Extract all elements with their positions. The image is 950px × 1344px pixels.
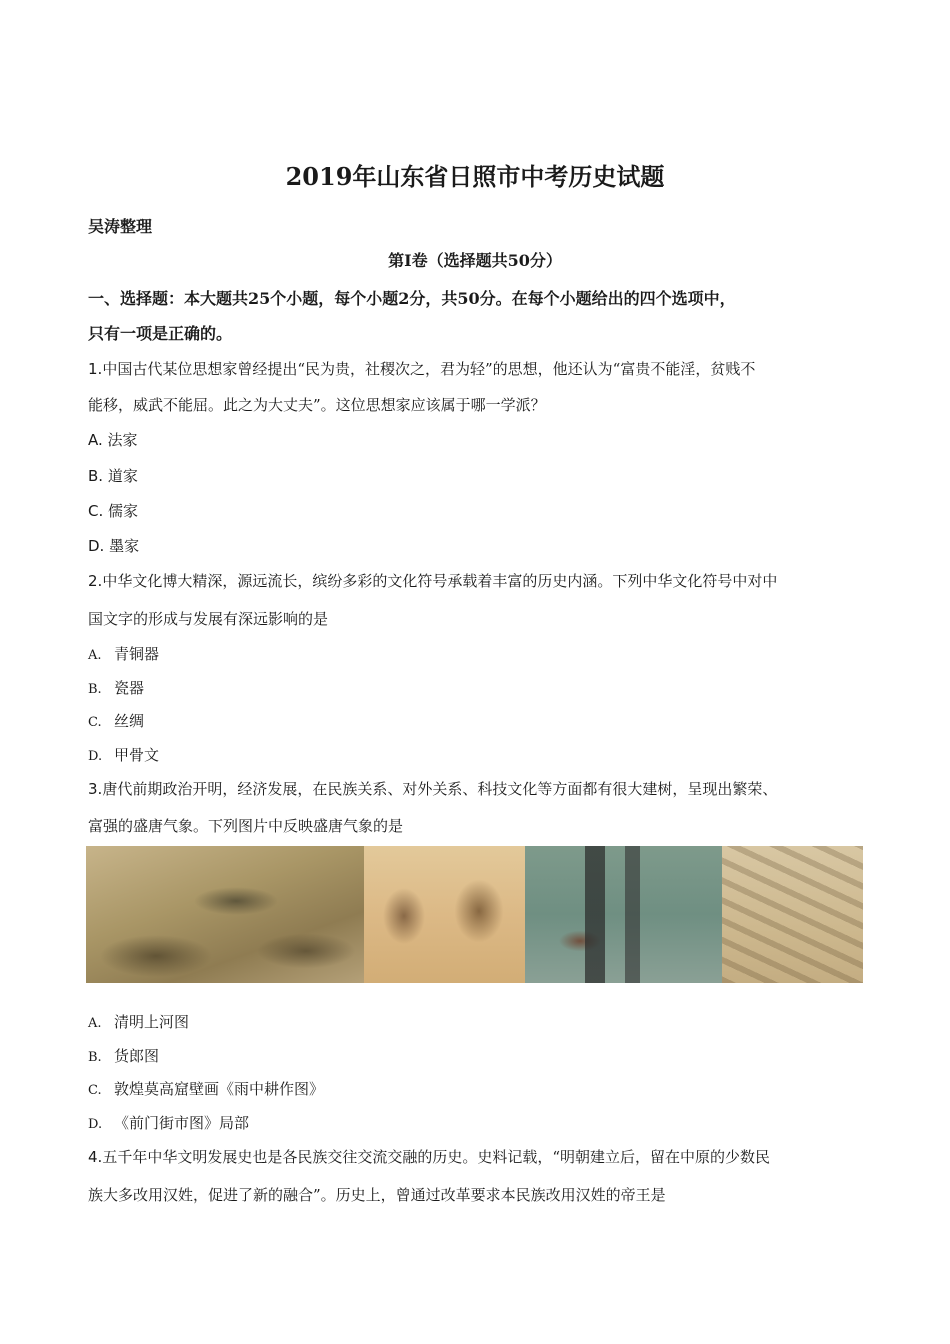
painting-images: [86, 846, 863, 983]
question-2-line-2: 国文字的形成与发展有深远影响的是: [88, 610, 329, 628]
option-letter: D.: [88, 537, 105, 555]
painting-image-qingming: [86, 846, 364, 983]
painting-image-huolang: [364, 846, 525, 983]
q2-option-a: [88, 643, 159, 664]
section-title: 第Ⅰ卷（选择题共50分）: [388, 251, 562, 270]
option-text: 货郎图: [114, 1047, 160, 1065]
question-number: 1.: [88, 360, 103, 378]
option-text: 法家: [107, 431, 138, 449]
option-text: 《前门街市图》局部: [114, 1114, 250, 1132]
question-1-line-1: [88, 358, 755, 379]
question-2-line-1: [88, 570, 777, 591]
option-text: 丝绸: [114, 712, 145, 730]
q1-option-c: [88, 500, 138, 521]
option-text: 瓷器: [114, 679, 145, 697]
question-text: 中国古代某位思想家曾经提出“民为贵，社稷次之，君为轻”的思想，他还认为“富贵不能淫，贫贱不: [102, 360, 756, 378]
option-letter: A.: [88, 431, 103, 449]
option-text: 墨家: [109, 537, 140, 555]
question-3-line-2: 富强的盛唐气象。下列图片中反映盛唐气象的是: [88, 817, 404, 835]
option-letter: C.: [88, 1083, 102, 1098]
question-number: 3.: [88, 780, 103, 798]
q3-option-a: [88, 1011, 189, 1032]
q1-option-d: [88, 535, 139, 556]
q3-option-c: [88, 1078, 324, 1099]
option-text: 儒家: [108, 502, 139, 520]
option-letter: B.: [88, 1050, 102, 1065]
option-letter: C.: [88, 502, 104, 520]
option-letter: C.: [88, 715, 102, 730]
option-text: 甲骨文: [114, 746, 160, 764]
q1-option-a: [88, 429, 138, 450]
option-text: 敦煌莫高窟壁画《雨中耕作图》: [114, 1080, 325, 1098]
question-number: 4.: [88, 1148, 103, 1166]
q3-option-b: [88, 1045, 159, 1066]
q3-option-d: [88, 1112, 249, 1133]
q2-option-b: [88, 677, 144, 698]
q2-option-c: [88, 710, 144, 731]
instructions-line-1: 一、选择题：本大题共25个小题，每个小题2分，共50分。在每个小题给出的四个选项中，: [88, 289, 736, 308]
option-letter: B.: [88, 682, 102, 697]
question-text: 中华文化博大精深，源远流长，缤纷多彩的文化符号承载着丰富的历史内涵。下列中华文化符号中对中: [102, 572, 778, 590]
question-text: 唐代前期政治开明，经济发展，在民族关系、对外关系、科技文化等方面都有很大建树，呈现出繁荣、: [102, 780, 778, 798]
question-1-line-2: 能移，威武不能屈。此之为大丈夫”。这位思想家应该属于哪一学派？: [88, 396, 546, 414]
question-4-line-1: [88, 1146, 770, 1167]
page-title: 2019年山东省日照市中考历史试题: [285, 162, 665, 191]
option-letter: D.: [88, 1117, 103, 1132]
instructions-line-2: 只有一项是正确的。: [88, 324, 233, 343]
question-number: 2.: [88, 572, 103, 590]
option-text: 道家: [107, 467, 138, 485]
question-3-line-1: [88, 778, 777, 799]
question-text: 五千年中华文明发展史也是各民族交往交流交融的历史。史料记载，“明朝建立后，留在中原的少数民: [102, 1148, 770, 1166]
painting-image-dunhuang: [525, 846, 722, 983]
option-letter: B.: [88, 467, 104, 485]
option-letter: D.: [88, 749, 103, 764]
question-4-line-2: 族大多改用汉姓，促进了新的融合”。历史上，曾通过改革要求本民族改用汉姓的帝王是: [88, 1186, 666, 1204]
option-letter: A.: [88, 1016, 102, 1031]
q1-option-b: [88, 465, 138, 486]
painting-image-qianmen: [722, 846, 863, 983]
q2-option-d: [88, 744, 159, 765]
option-text: 清明上河图: [114, 1013, 190, 1031]
option-text: 青铜器: [114, 645, 160, 663]
option-letter: A.: [88, 648, 102, 663]
author-line: 吴涛整理: [88, 217, 153, 236]
